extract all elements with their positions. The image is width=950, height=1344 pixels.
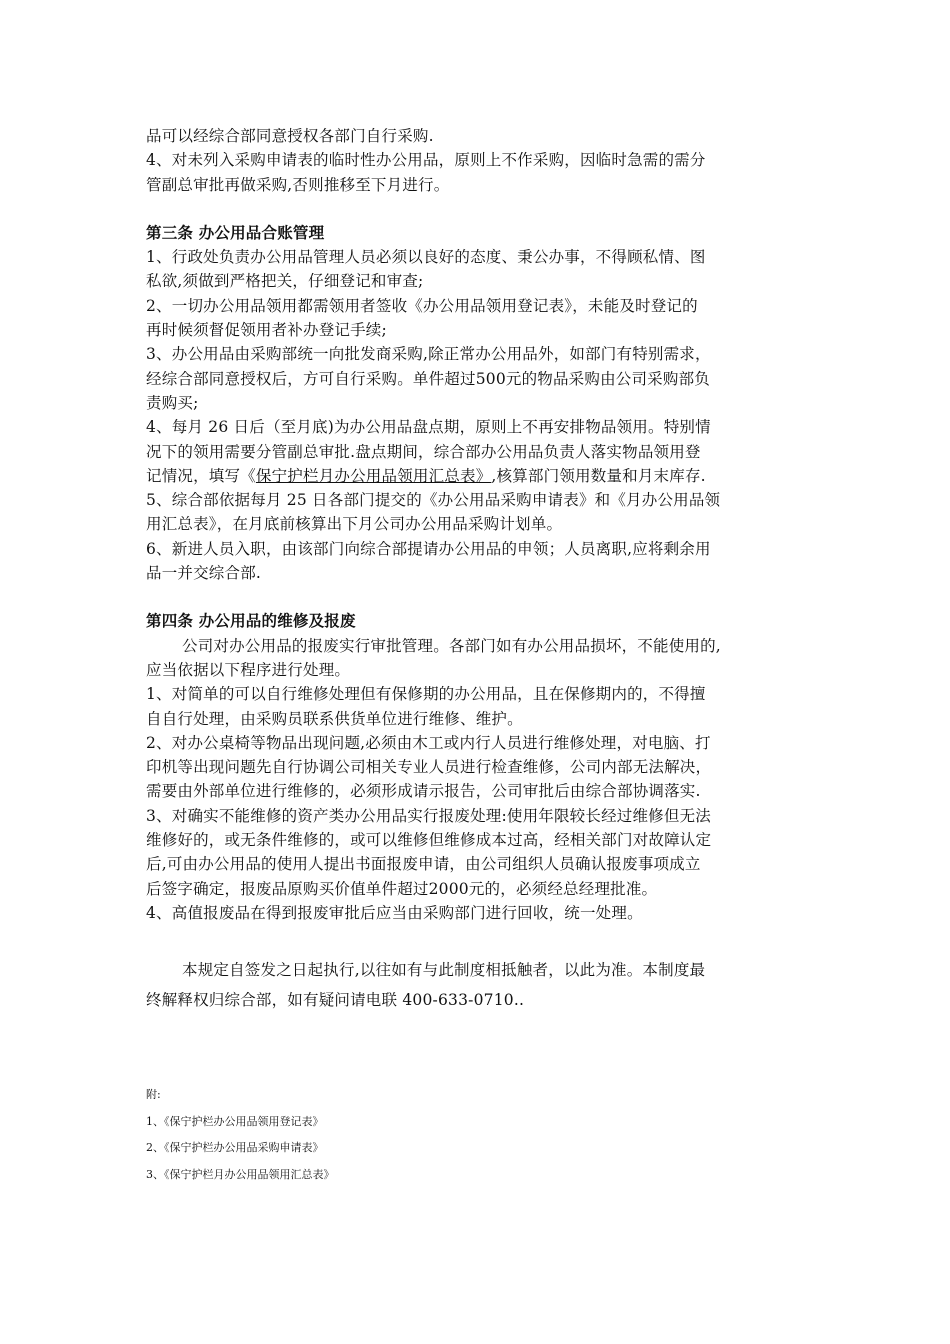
paragraph-line: 4、每月 26 日后（至月底)为办公用品盘点期，原则上不再安排物品领用。特别情 bbox=[146, 418, 711, 437]
appendix bbox=[146, 1082, 335, 1188]
paragraph-line: 4、高值报废品在得到报废审批后应当由采购部门进行回收，统一处理。 bbox=[146, 903, 643, 922]
section-heading: 第三条 办公用品合账管理 bbox=[146, 223, 325, 242]
paragraph-line: 1、对简单的可以自行维修处理但有保修期的办公用品，且在保修期内的，不得擅 bbox=[146, 685, 706, 704]
paragraph-line: 2、一切办公用品领用都需领用者签收《办公用品领用登记表》，未能及时登记的 bbox=[146, 296, 698, 315]
paragraph-line: 责购买; bbox=[146, 393, 199, 412]
paragraph-line: 公司对办公用品的报废实行审批管理。各部门如有办公用品损坏，不能使用的, bbox=[182, 636, 721, 655]
paragraph-line: 2、对办公桌椅等物品出现问题,必须由木工或内行人员进行维修处理，对电脑、打 bbox=[146, 733, 711, 752]
paragraph-line: 经综合部同意授权后，方可自行采购。单件超过500元的物品采购由公司采购部负 bbox=[146, 369, 710, 388]
paragraph-line: 印机等出现问题先自行协调公司相关专业人员进行检查维修，公司内部无法解决， bbox=[146, 758, 712, 777]
section-heading: 第四条 办公用品的维修及报废 bbox=[146, 612, 356, 631]
paragraph-line: 再时候须督促领用者补办登记手续; bbox=[146, 321, 387, 340]
paragraph-line: 自自行处理，由采购员联系供货单位进行维修、维护。 bbox=[146, 709, 523, 728]
section-4 bbox=[146, 609, 846, 925]
paragraph-line: 私欲,须做到严格把关，仔细登记和审查; bbox=[146, 272, 424, 291]
section-3 bbox=[146, 221, 846, 585]
paragraph-line: 维修好的，或无条件维修的，或可以维修但维修成本过高，经相关部门对故障认定 bbox=[146, 831, 712, 850]
paragraph-line: 终解释权归综合部，如有疑问请电联 400-633-0710.. bbox=[146, 991, 525, 1010]
paragraph-line: 1、行政处负责办公用品管理人员必须以良好的态度、秉公办事，不得顾私情、图 bbox=[146, 248, 706, 267]
text-run: ,核算部门领用数量和月末库存. bbox=[491, 466, 706, 485]
appendix-item: 3、《保宁护栏月办公用品领用汇总表》 bbox=[146, 1167, 335, 1181]
appendix-item: 2、《保宁护栏办公用品采购申请表》 bbox=[146, 1141, 324, 1154]
paragraph-line: 应当依据以下程序进行处理。 bbox=[146, 660, 351, 679]
paragraph-line: 用汇总表》，在月底前核算出下月公司办公用品采购计划单。 bbox=[146, 515, 563, 534]
paragraph-line bbox=[146, 464, 846, 488]
underlined-form-title: 保宁护栏月办公用品领用汇总表》 bbox=[255, 466, 492, 485]
paragraph-line: 需要由外部单位进行维修的，必须形成请示报告，公司审批后由综合部协调落实. bbox=[146, 782, 701, 801]
paragraph-line: 6、新进人员入职，由该部门向综合部提请办公用品的申领；人员离职,应将剩余用 bbox=[146, 539, 711, 558]
paragraph-line: 3、办公用品由采购部统一向批发商采购,除正常办公用品外，如部门有特别需求， bbox=[146, 345, 711, 364]
document-body bbox=[146, 124, 846, 1015]
paragraph-line: 品可以经综合部同意授权各部门自行采购. bbox=[146, 127, 434, 145]
appendix-label: 附: bbox=[146, 1088, 161, 1101]
paragraph-line: 管副总审批再做采购,否则推移至下月进行。 bbox=[146, 175, 450, 194]
paragraph-line: 本规定自签发之日起执行,以往如有与此制度相抵触者，以此为准。本制度最 bbox=[182, 961, 706, 980]
paragraph-line: 5、综合部依据每月 25 日各部门提交的《办公用品采购申请表》和《月办公用品领 bbox=[146, 491, 721, 510]
paragraph-line: 后,可由办公用品的使用人提出书面报废申请，由公司组织人员确认报废事项成立 bbox=[146, 855, 701, 874]
paragraph-line: 3、对确实不能维修的资产类办公用品实行报废处理:使用年限较长经过维修但无法 bbox=[146, 806, 711, 825]
appendix-item: 1、《保宁护栏办公用品领用登记表》 bbox=[146, 1114, 324, 1128]
paragraph-line: 况下的领用需要分管副总审批.盘点期间，综合部办公用品负责人落实物品领用登 bbox=[146, 442, 701, 461]
paragraph-line: 4、对未列入采购申请表的临时性办公用品，原则上不作采购，因临时急需的需分 bbox=[146, 151, 706, 170]
paragraph-line: 品一并交综合部. bbox=[146, 564, 262, 583]
closing-statement bbox=[146, 955, 846, 1015]
intro-block bbox=[146, 124, 846, 197]
text-run: 记情况，填写《 bbox=[146, 466, 256, 485]
paragraph-line: 后签字确定，报废品原购买价值单件超过2000元的，必须经总经理批准。 bbox=[146, 879, 658, 898]
